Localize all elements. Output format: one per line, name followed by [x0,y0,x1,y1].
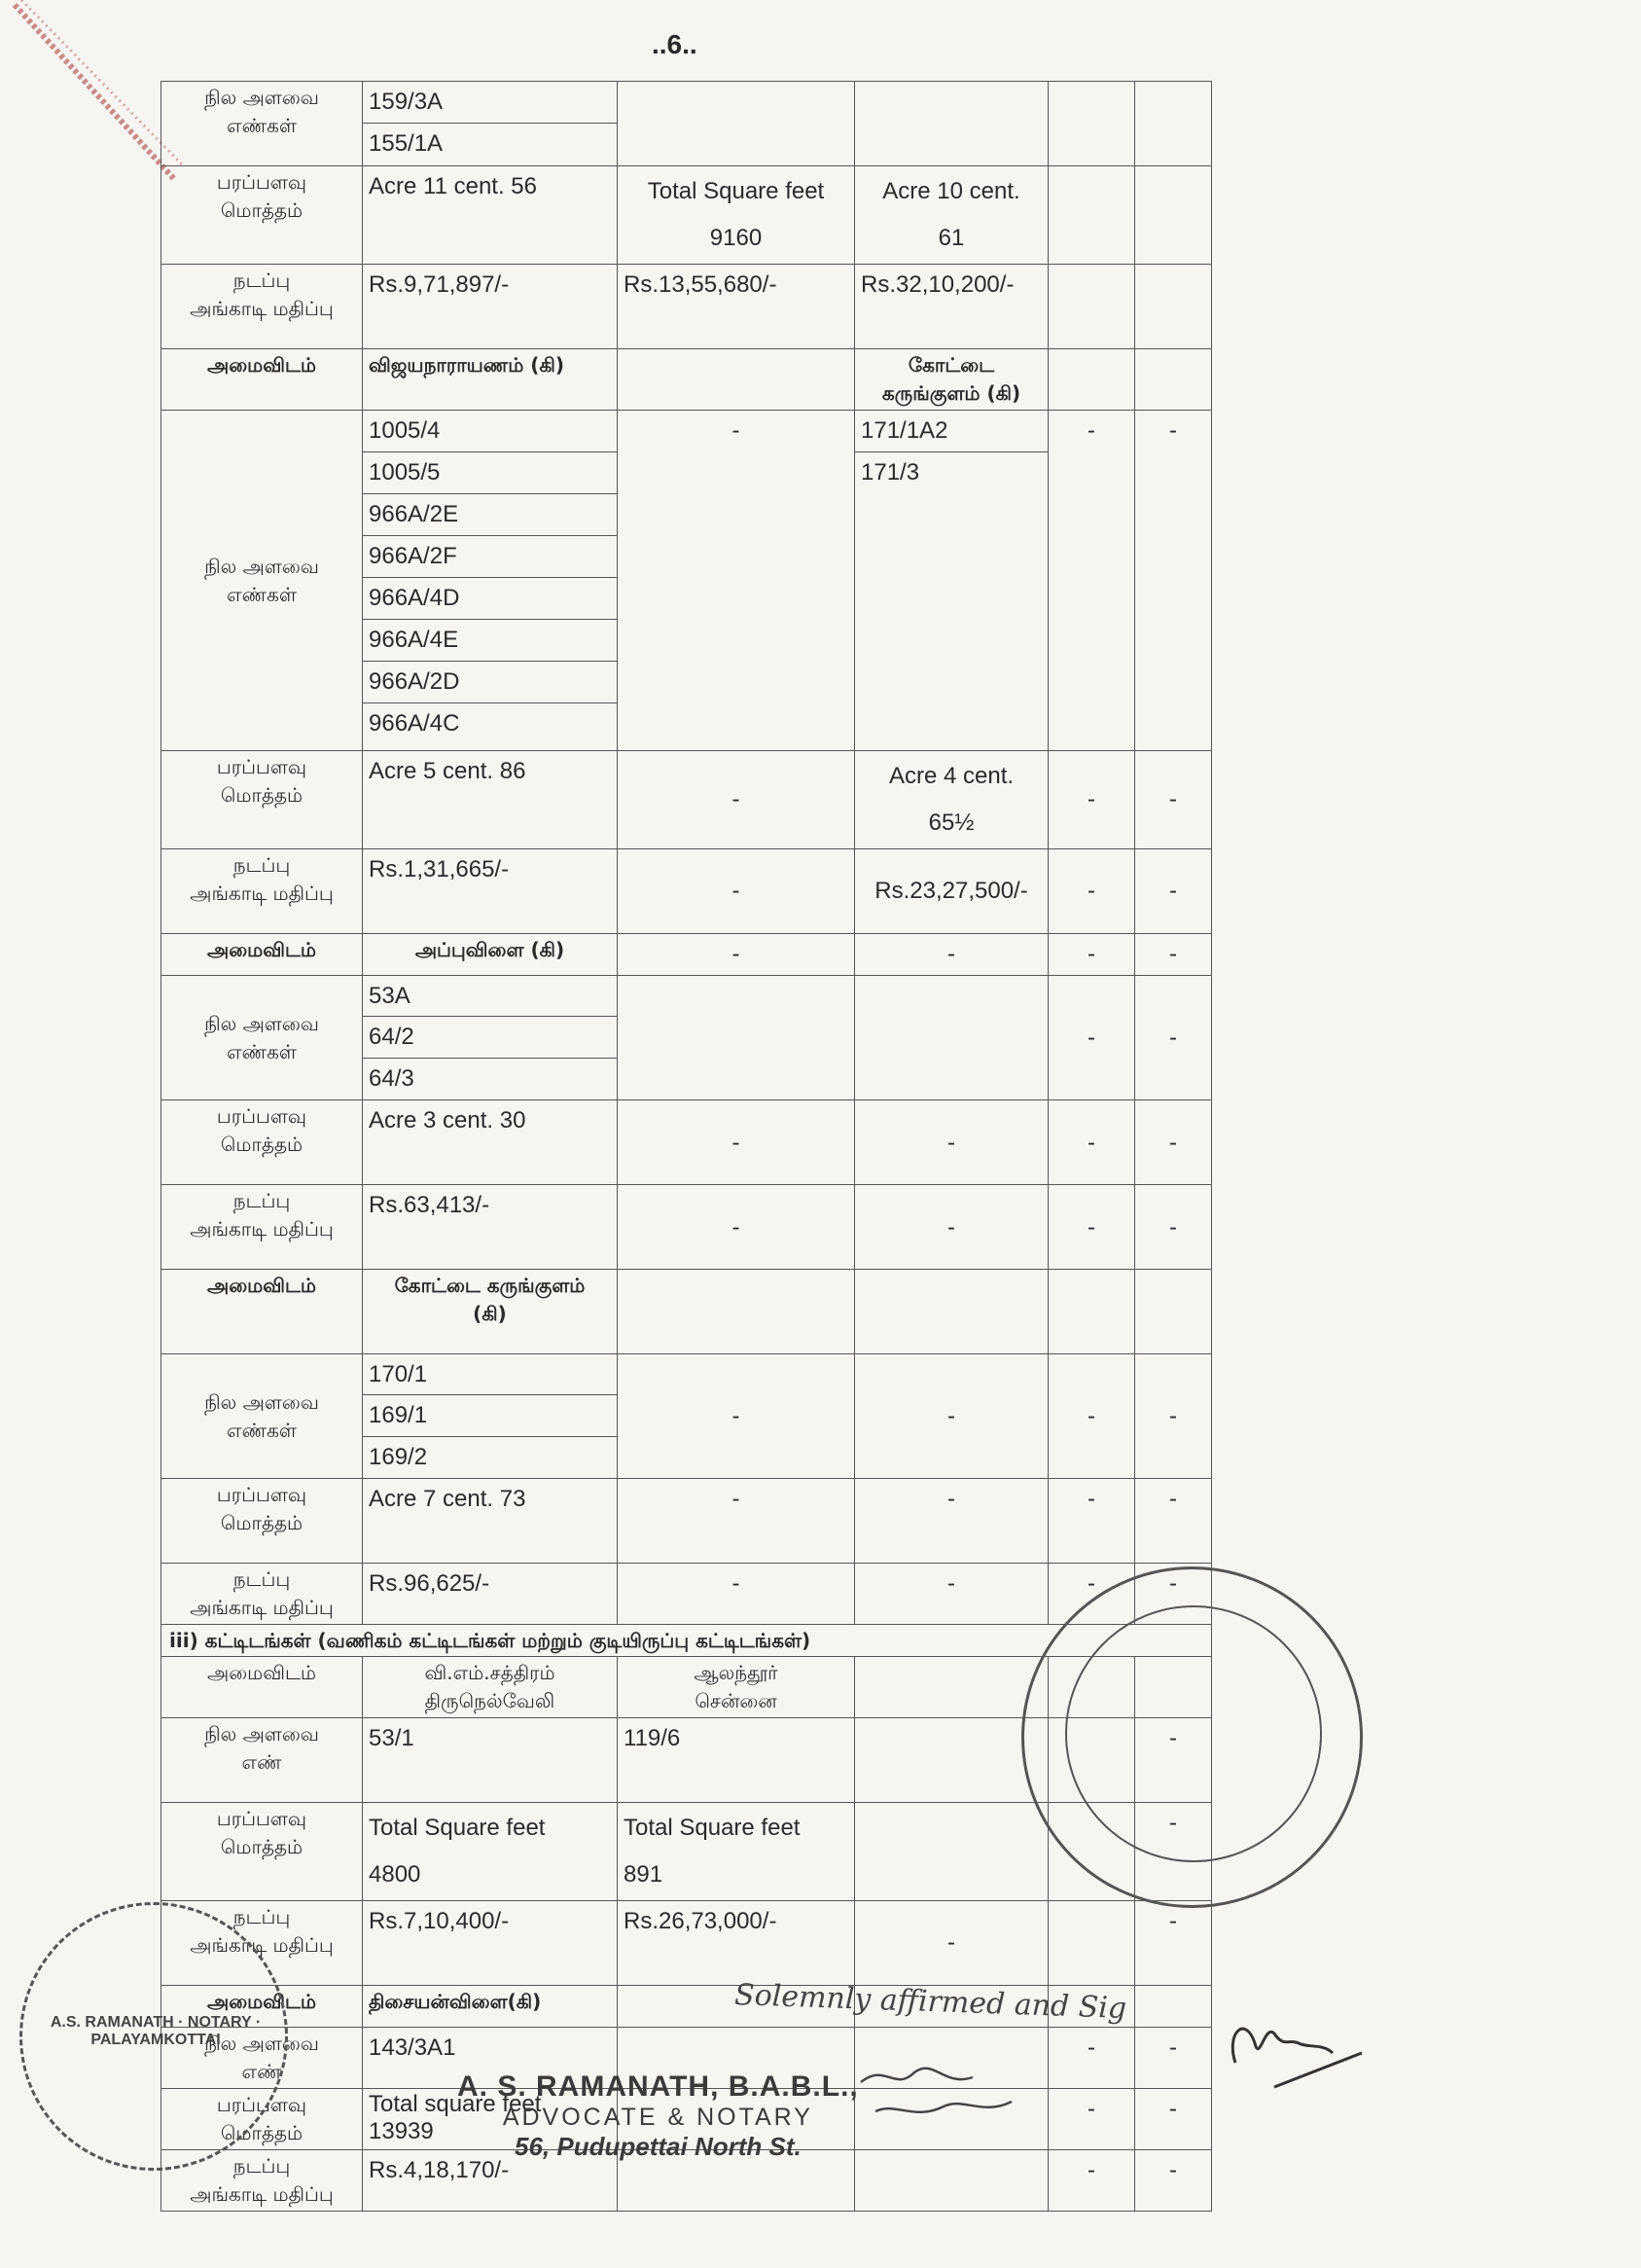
table-row: அமைவிடம் வி.எம்.சத்திரம் திருநெல்வேலி ஆலந்தூர் சென்னை [161,1656,1212,1717]
notary-address: 56, Pudupettai North St. [515,2132,802,2161]
affirmation-text: Solemnly affirmed and Sig [733,1977,1127,2027]
signature [1216,1995,1372,2102]
notary-name: A. S. RAMANATH, B.A.B.L., [457,2070,859,2103]
table-row: பரப்பளவு மொத்தம் Acre 11 cent. 56 Total Square feet 9160 Acre 10 cent. 61 [161,166,1212,265]
area-value: Acre 5 cent. 86 [363,751,618,849]
table-row: நில அளவை எண்கள் 1005/4 1005/5 966A/2E 966A/2F 966A/4D 966A/4E 966A/2D 966A/4C - 171/1A2 171/3 - - [161,411,1212,751]
table-row: நில அளவை எண்கள் 159/3A 155/1A [161,82,1212,166]
notary-role: ADVOCATE & NOTARY [502,2104,813,2131]
table-row: நடப்பு அங்காடி மதிப்பு Rs.1,31,665/- - Rs.23,27,500/- - - [161,849,1212,934]
location-name: ஆலந்தூர் [694,1660,778,1684]
market-value: Rs.32,10,200/- [855,265,1049,349]
location-name: திசையன்விளை(கி) [369,1989,542,2013]
location-name: கோட்டை கருங்குளம் [394,1274,586,1298]
table-row: நடப்பு அங்காடி மதிப்பு Rs.96,625/- - - - - [161,1564,1212,1625]
survey-number: 53/1 [363,1717,618,1802]
table-row: பரப்பளவு மொத்தம் Acre 3 cent. 30 - - - - [161,1100,1212,1185]
signature [856,2053,1051,2131]
survey-number: 966A/4C [369,710,460,737]
survey-number: 966A/4E [363,620,617,662]
survey-number: 1005/4 [363,411,617,452]
survey-number: 1005/5 [363,452,617,494]
property-table [161,81,1212,2212]
area-value: Acre 11 cent. 56 [363,166,618,265]
survey-number: 171/1A2 [855,411,1048,452]
table-row: அமைவிடம் விஜயநாராயணம் (கி) கோட்டை கருங்குளம் (கி) [161,349,1212,411]
section-title: iii) கட்டிடங்கள் (வணிகம் கட்டிடங்கள் மற்றும் குடியிருப்பு கட்டிடங்கள்) [169,1629,811,1653]
survey-number: 966A/2F [363,536,617,578]
survey-number: 966A/4D [363,578,617,620]
survey-number: 64/3 [369,1065,414,1093]
table-row: நில அளவை எண்கள் 170/1 169/1 169/2 - - - - [161,1354,1212,1479]
notary-block [457,2070,859,2162]
table-row: அமைவிடம் கோட்டை கருங்குளம் (கி) [161,1270,1212,1354]
table-row: நில அளவை எண்கள் 53A 64/2 64/3 - - [161,976,1212,1100]
survey-number: 159/3A [363,82,617,124]
survey-number: 169/2 [369,1444,428,1471]
market-value: Rs.4,18,170/- [363,2149,618,2211]
survey-number: 64/2 [363,1017,617,1059]
market-value: Rs.13,55,680/- [618,265,855,349]
notary-seal-left-text: A.S. RAMANATH · NOTARY · PALAYAMKOTTAI [50,2014,262,2048]
table-row: பரப்பளவு மொத்தம் Acre 5 cent. 86 - Acre 4 cent. 65½ - - [161,751,1212,849]
table-row: அமைவிடம் திசையன்விளை(கி) [161,1985,1212,2027]
notary-seal-right-inner [1065,1605,1322,1862]
table-row: பரப்பளவு மொத்தம் Total square feet 13939 - - [161,2088,1212,2149]
survey-number: 53A [363,976,617,1017]
table-row: நில அளவை எண் 143/3A1 - - [161,2027,1212,2088]
table-row: பரப்பளவு மொத்தம் Total Square feet 4800 Total Square feet 891 - [161,1802,1212,1900]
table-row: நில அளவை எண் 53/1 119/6 - [161,1717,1212,1802]
table-row: பரப்பளவு மொத்தம் Acre 7 cent. 73 - - - - [161,1479,1212,1564]
market-value: Rs.7,10,400/- [363,1900,618,1985]
market-value: Rs.63,413/- [363,1185,618,1270]
market-value: Rs.23,27,500/- [855,849,1049,934]
survey-number: 966A/2D [363,662,617,703]
table-row: அமைவிடம் அப்புவிளை (கி) - - - - [161,934,1212,976]
table-row: நடப்பு அங்காடி மதிப்பு Rs.7,10,400/- Rs.26,73,000/- - - [161,1900,1212,1985]
location-name: விஜயநாராயணம் (கி) [369,353,564,377]
market-value: Rs.96,625/- [363,1564,618,1625]
survey-number: 143/3A1 [363,2027,618,2088]
location-name: அப்புவிளை (கி) [414,938,565,961]
market-value: Rs.26,73,000/- [618,1900,855,1985]
survey-number: 170/1 [363,1354,617,1395]
survey-number: 119/6 [618,1717,855,1802]
survey-number: 169/1 [363,1395,617,1437]
page-number: ..6.. [652,29,697,59]
table-row: நடப்பு அங்காடி மதிப்பு Rs.63,413/- - - - - [161,1185,1212,1270]
table-row: நடப்பு அங்காடி மதிப்பு Rs.4,18,170/- - - [161,2149,1212,2211]
survey-number: 155/1A [369,130,444,157]
area-value: Acre 7 cent. 73 [363,1479,618,1564]
survey-number: 966A/2E [363,494,617,536]
table-row: நடப்பு அங்காடி மதிப்பு Rs.9,71,897/- Rs.13,55,680/- Rs.32,10,200/- [161,265,1212,349]
area-value: Acre 3 cent. 30 [363,1100,618,1185]
corner-stamp-mark [10,0,185,185]
market-value: Rs.9,71,897/- [363,265,618,349]
location-name: வி.எம்.சத்திரம் [424,1660,555,1684]
survey-number: 171/3 [861,459,920,486]
market-value: Rs.1,31,665/- [363,849,618,934]
